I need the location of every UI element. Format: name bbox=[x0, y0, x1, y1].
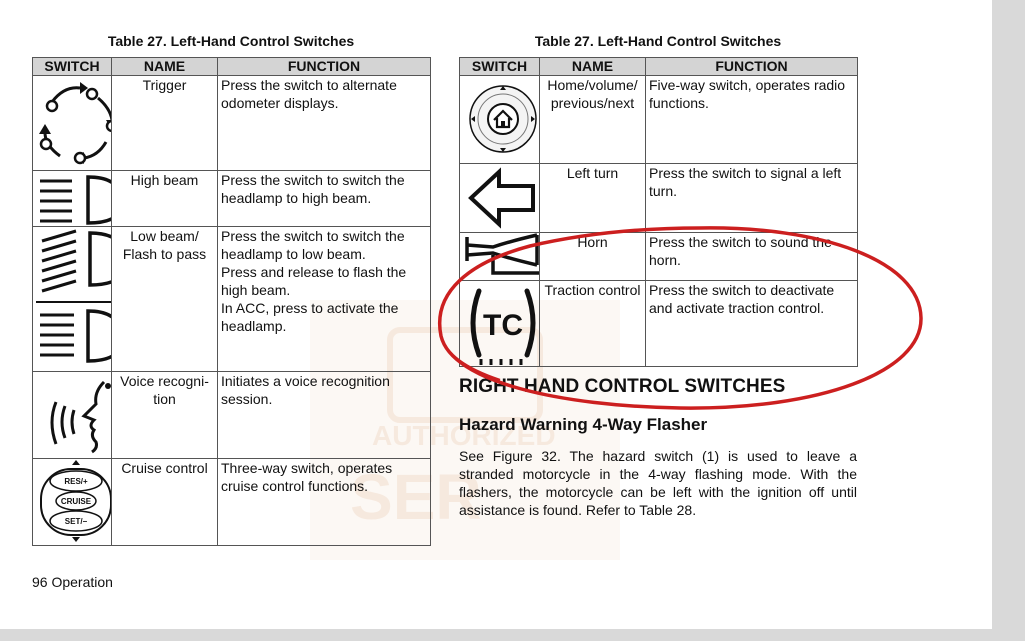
table-row bbox=[33, 227, 431, 372]
name-cell: Cruise control bbox=[112, 459, 218, 546]
high-beam-icon bbox=[36, 171, 112, 226]
col-header-switch: SWITCH bbox=[460, 58, 540, 76]
function-cell: Press the switch to deactivate and activate traction control. bbox=[646, 281, 858, 367]
cruise-res-label: RES/+ bbox=[64, 477, 88, 486]
function-cell: Press the switch to switch the headlamp to low beam. Press and release to flash the high beam. In ACC, press to activate the headlamp. bbox=[218, 227, 431, 372]
name-cell: Home/volume/ previous/next bbox=[540, 76, 646, 164]
section-heading: RIGHT HAND CONTROL SWITCHES bbox=[459, 376, 786, 397]
col-header-name: NAME bbox=[112, 58, 218, 76]
cruise-label: CRUISE bbox=[60, 497, 92, 506]
switch-cell bbox=[460, 233, 540, 281]
page-footer: 96 Operation bbox=[32, 574, 113, 590]
trigger-arrows-icon bbox=[36, 76, 112, 170]
switch-cell bbox=[460, 281, 540, 367]
name-cell: Voice recogni-tion bbox=[112, 372, 218, 459]
table-row bbox=[460, 164, 858, 233]
left-turn-arrow-icon bbox=[463, 164, 540, 232]
function-cell: Press the switch to sound the horn. bbox=[646, 233, 858, 281]
function-cell: Press the switch to signal a left turn. bbox=[646, 164, 858, 233]
col-header-name: NAME bbox=[540, 58, 646, 76]
table-row bbox=[33, 372, 431, 459]
table-row bbox=[33, 171, 431, 227]
viewer-scrollbar-area bbox=[992, 0, 1025, 641]
function-cell: Press the switch to switch the headlamp to high beam. bbox=[218, 171, 431, 227]
function-cell: Press the switch to alternate odometer displays. bbox=[218, 76, 431, 171]
switch-cell bbox=[33, 227, 112, 372]
switch-cell bbox=[33, 372, 112, 459]
cruise-set-label: SET/− bbox=[64, 517, 88, 526]
switch-cell bbox=[33, 76, 112, 171]
name-cell: Left turn bbox=[540, 164, 646, 233]
horn-icon bbox=[463, 233, 540, 280]
function-cell: Five-way switch, operates radio functions. bbox=[646, 76, 858, 164]
tc-label: TC bbox=[483, 309, 523, 342]
table-row bbox=[460, 281, 858, 367]
table-row bbox=[33, 76, 431, 171]
col-header-function: FUNCTION bbox=[218, 58, 431, 76]
name-cell: Low beam/ Flash to pass bbox=[112, 227, 218, 372]
sub-heading: Hazard Warning 4-Way Flasher bbox=[459, 415, 708, 434]
cruise-control-icon bbox=[36, 459, 112, 545]
table-row bbox=[33, 459, 431, 546]
function-cell: Initiates a voice recognition session. bbox=[218, 372, 431, 459]
name-cell: High beam bbox=[112, 171, 218, 227]
switch-cell bbox=[460, 164, 540, 233]
name-cell: Horn bbox=[540, 233, 646, 281]
switch-cell bbox=[33, 171, 112, 227]
table-row bbox=[460, 76, 858, 164]
voice-recognition-icon bbox=[36, 372, 112, 458]
switch-cell bbox=[460, 76, 540, 164]
home-volume-dpad-icon bbox=[463, 76, 540, 163]
traction-control-icon bbox=[463, 281, 540, 366]
low-beam-flash-icon bbox=[36, 227, 112, 371]
right-table-caption: Table 27. Left-Hand Control Switches bbox=[534, 33, 782, 49]
viewer-bottom-bar bbox=[0, 629, 1025, 641]
name-cell: Trigger bbox=[112, 76, 218, 171]
table-row bbox=[460, 233, 858, 281]
watermark-line2: SER bbox=[350, 461, 482, 533]
function-cell: Three-way switch, operates cruise control functions. bbox=[218, 459, 431, 546]
switch-cell bbox=[33, 459, 112, 546]
col-header-function: FUNCTION bbox=[646, 58, 858, 76]
name-cell: Traction control bbox=[540, 281, 646, 367]
watermark-line1: AUTHORIZED bbox=[372, 420, 556, 451]
col-header-switch: SWITCH bbox=[33, 58, 112, 76]
left-table-caption: Table 27. Left-Hand Control Switches bbox=[107, 33, 355, 49]
right-control-table bbox=[459, 57, 858, 367]
left-control-table bbox=[32, 57, 431, 546]
hazard-paragraph: See Figure 32. The hazard switch (1) is used to leave a stranded motorcycle in the 4-way flashing mode. With the flashers, the motorcycle can be left with the ignition off until assistance is found. Refer to Table 28. bbox=[459, 448, 857, 518]
